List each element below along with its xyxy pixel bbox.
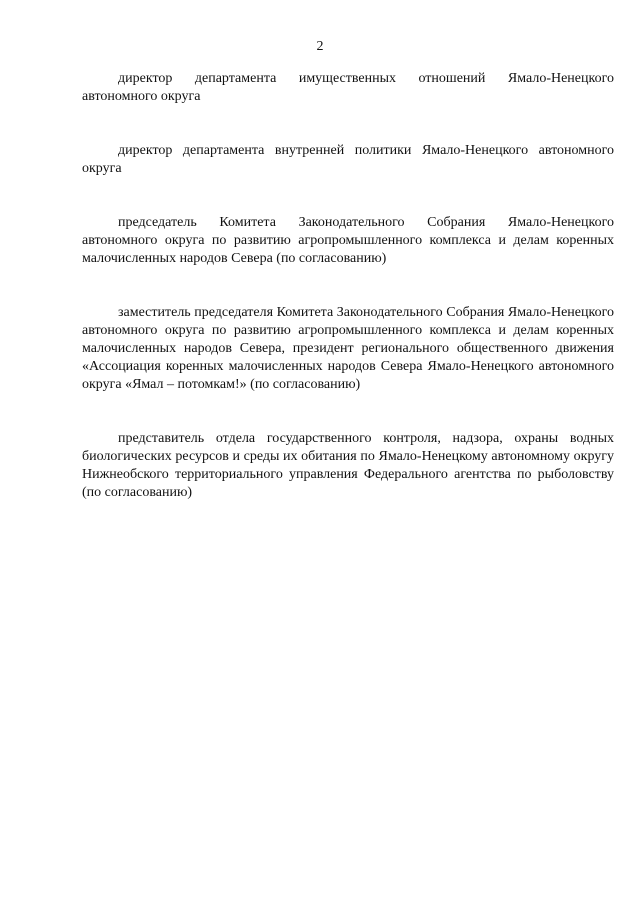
member-entry-5: представитель отдела государственного контроля, надзора, охраны водных биологических ресурсов и среды их обитания по Ямало-Ненецкому автономному округу Нижнеобского территориального управления Федерального агентства по рыболовству (по согласованию) (82, 431, 614, 500)
page-number: 2 (316, 39, 324, 54)
member-list (82, 70, 614, 538)
member-entry-3: председатель Комитета Законодательного Собрания Ямало-Ненецкого автономного округа по развитию агропромышленного комплекса и делам коренных малочисленных народов Севера (по согласованию) (82, 215, 614, 266)
member-entry-2: директор департамента внутренней политики Ямало-Ненецкого автономного округа (82, 143, 614, 176)
member-entry-1: директор департамента имущественных отношений Ямало-Ненецкого автономного округа (82, 71, 614, 104)
member-entry-4: заместитель председателя Комитета Законодательного Собрания Ямало-Ненецкого автономного округа по развитию агропромышленного комплекса и делам коренных малочисленных народов Севера, президент регионального общественного движения «Ассоциация коренных малочисленных народов Севера Ямало-Ненецкого автономного округа «Ямал – потомкам!» (по согласованию) (82, 305, 614, 392)
